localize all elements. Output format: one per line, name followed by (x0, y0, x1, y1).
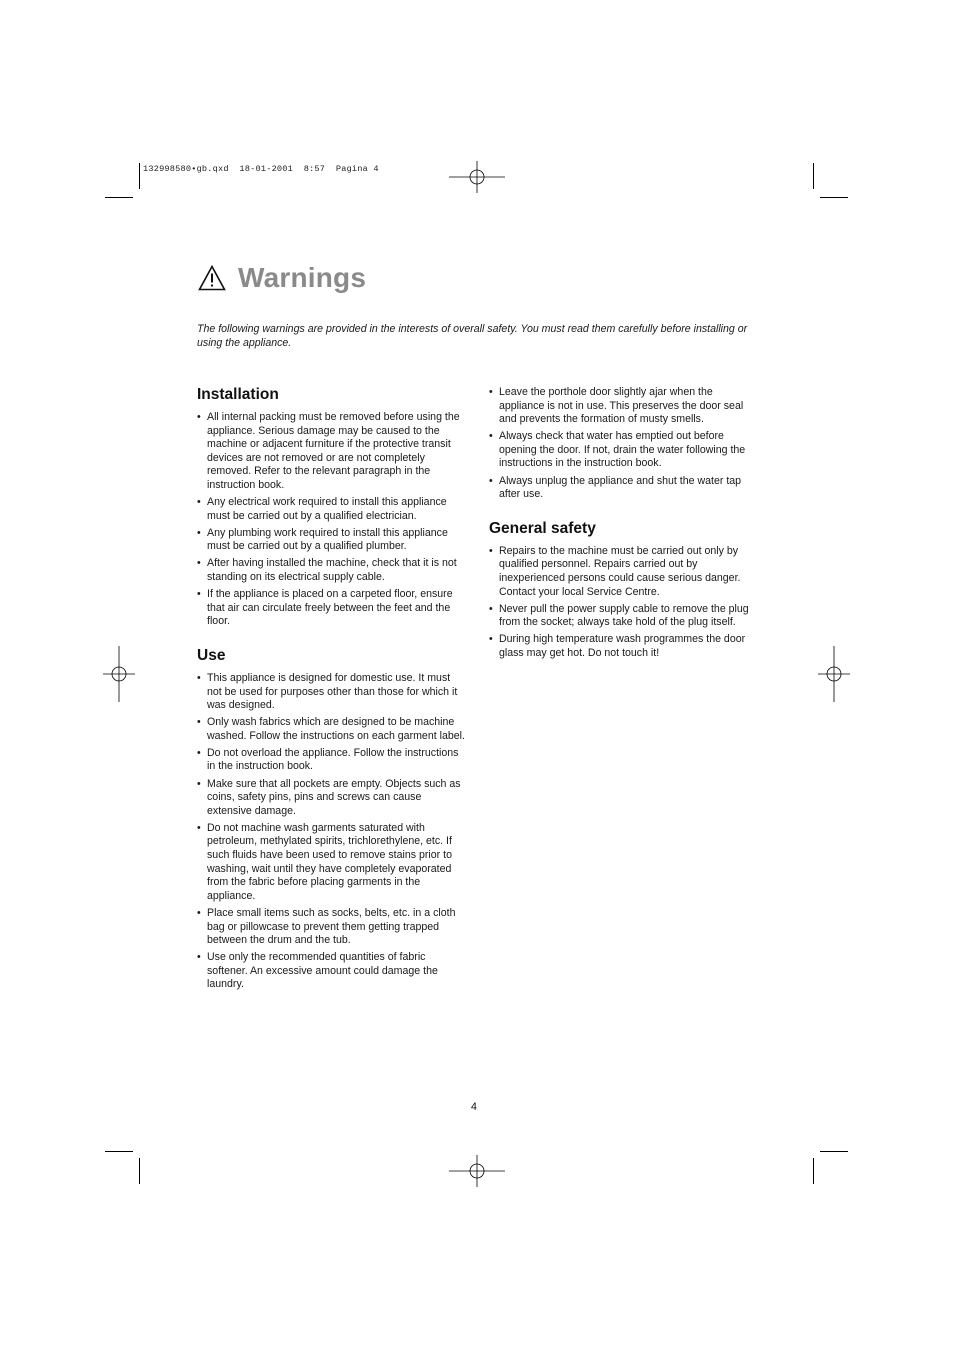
list-item (197, 527, 465, 554)
bullet: • (489, 386, 493, 398)
list-item (489, 545, 757, 599)
bullet: • (489, 544, 493, 557)
bullet: • (197, 951, 201, 964)
list-item-text: Use only the recommended quantities of fabric softener. An excessive amount could damage the laundry. (207, 951, 438, 991)
registration-mark-icon (806, 646, 862, 702)
crop-mark-top-right-h (820, 197, 848, 198)
use-heading: Use (197, 646, 226, 664)
bullet: • (197, 821, 201, 834)
list-item (489, 386, 757, 427)
use-continued-section (489, 386, 757, 502)
page-header (198, 262, 366, 294)
bullet: • (197, 777, 201, 790)
list-item (197, 411, 465, 493)
use-section (197, 647, 465, 992)
list-item-text: Do not overload the appliance. Follow the instructions in the instruction book. (207, 746, 459, 773)
page-title: Warnings (238, 262, 367, 293)
right-column (489, 386, 757, 679)
list-item-text: Never pull the power supply cable to remove the plug from the socket; always take hold of the plug itself. (499, 602, 749, 629)
list-item (197, 778, 465, 819)
list-item (197, 747, 465, 774)
bullet: • (197, 906, 201, 919)
list-item (489, 603, 757, 630)
registration-mark-icon (91, 646, 147, 702)
bullet: • (197, 716, 201, 729)
bullet: • (197, 746, 201, 759)
use-list (197, 672, 465, 992)
list-item (197, 822, 465, 904)
list-item-text: Repairs to the machine must be carried out only by qualified personnel. Repairs carried out by inexperienced persons could cause serious danger. Contact your local Service Centre. (499, 544, 741, 598)
list-item-text: Make sure that all pockets are empty. Objects such as coins, safety pins, pins and screws can cause extensive damage. (207, 777, 461, 817)
general-safety-heading: General safety (489, 519, 596, 537)
list-item-text: All internal packing must be removed before using the appliance. Serious damage may be caused to the machine or adjacent furniture if the protective transit devices are not removed or are not completely removed. Refer to the relevant paragraph in the instruction book. (207, 411, 460, 491)
use-continued-list (489, 386, 757, 502)
list-item-text: After having installed the machine, check that it is not standing on its electrical supply cable. (207, 557, 457, 584)
bullet: • (489, 633, 493, 646)
list-item-text: Always check that water has emptied out before opening the door. If not, drain the water following the instructions in the instruction book. (499, 430, 746, 470)
page-number: 4 (471, 1101, 477, 1113)
left-column (197, 386, 465, 1010)
list-item-text: During high temperature wash programmes the door glass may get hot. Do not touch it! (499, 633, 746, 659)
bullet: • (197, 411, 201, 423)
installation-heading: Installation (197, 386, 279, 403)
crop-mark-bottom-left-v (139, 1158, 140, 1184)
bullet: • (197, 526, 201, 539)
list-item-text: Place small items such as socks, belts, etc. in a cloth bag or pillowcase to prevent them getting trapped between the drum and the tub. (207, 906, 456, 947)
list-item-text: Any plumbing work required to install this appliance must be carried out by a qualified plumber. (207, 526, 448, 553)
registration-mark-icon (449, 149, 505, 205)
list-item-text: Leave the porthole door slightly ajar when the appliance is not in use. This preserves the door seal and prevents the formation of musty smells. (499, 386, 744, 426)
intro-text: The following warnings are provided in the interests of overall safety. You must read them carefully before installing or using the appliance. (197, 323, 748, 349)
list-item-text: Only wash fabrics which are designed to be machine washed. Follow the instructions on each garment label. (207, 716, 465, 742)
crop-mark-bottom-left-h (105, 1151, 133, 1152)
list-item (197, 672, 465, 713)
crop-mark-bottom-right-h (820, 1151, 848, 1152)
general-safety-section (489, 520, 757, 661)
list-item-text: Any electrical work required to install this appliance must be carried out by a qualified electrician. (207, 496, 447, 522)
list-item (489, 430, 757, 471)
bullet: • (197, 671, 201, 684)
bullet: • (489, 430, 493, 443)
list-item (489, 475, 757, 502)
list-item-text: If the appliance is placed on a carpeted floor, ensure that air can circulate freely between the feet and the floor. (207, 588, 453, 628)
bullet: • (197, 588, 201, 601)
list-item-text: Always unplug the appliance and shut the water tap after use. (499, 474, 742, 501)
bullet: • (197, 496, 201, 509)
list-item (197, 907, 465, 948)
warning-triangle-icon (198, 265, 226, 291)
general-safety-list (489, 545, 757, 661)
bullet: • (197, 557, 201, 570)
crop-mark-top-left-v (139, 163, 140, 189)
installation-list (197, 411, 465, 629)
bullet: • (489, 474, 493, 487)
list-item (489, 633, 757, 660)
crop-mark-top-right-v (813, 163, 814, 189)
crop-mark-bottom-right-v (813, 1158, 814, 1184)
bullet: • (489, 602, 493, 615)
list-item (197, 557, 465, 584)
list-item (197, 588, 465, 629)
list-item (197, 951, 465, 992)
crop-mark-top-left-h (105, 197, 133, 198)
list-item-text: Do not machine wash garments saturated with petroleum, methylated spirits, trichlorethylene, etc. If such fluids have been used to remove stains prior to washing, wait until they have completely evaporated from the fabric before placing garments in the appliance. (207, 821, 452, 902)
list-item (197, 716, 465, 743)
printer-slug: 132998580•gb.qxd 18-01-2001 8:57 Pagina 4 (143, 164, 379, 174)
installation-section (197, 386, 465, 629)
list-item-text: This appliance is designed for domestic use. It must not be used for purposes other than those for which it was designed. (207, 671, 458, 712)
list-item (197, 496, 465, 523)
registration-mark-icon (449, 1143, 505, 1199)
